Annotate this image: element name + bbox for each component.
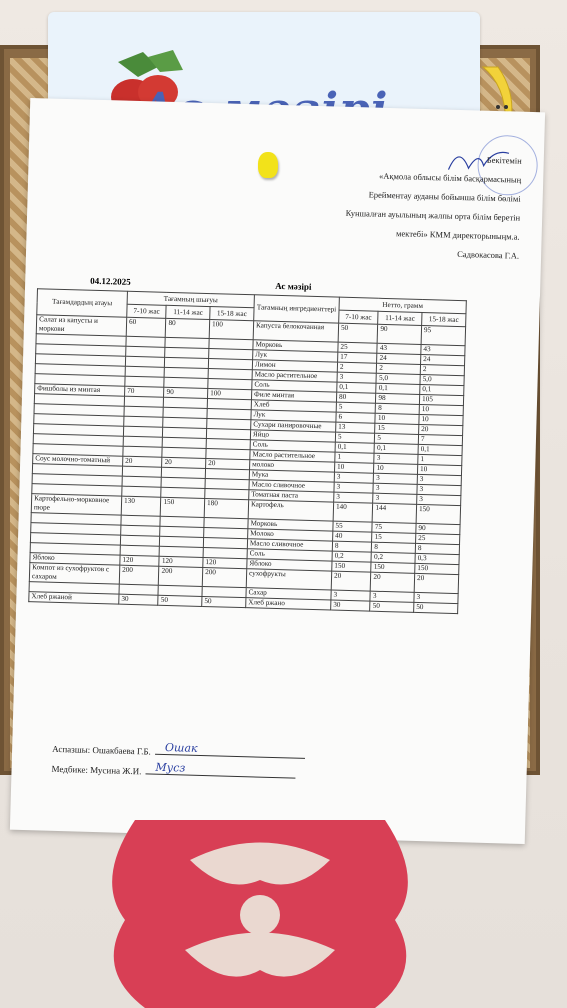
table-cell-n3: 5,0 bbox=[420, 374, 464, 385]
table-cell-n2: 8 bbox=[376, 403, 420, 414]
table-cell-ing: молоко bbox=[249, 460, 334, 472]
header-age: 11-14 жас bbox=[166, 305, 210, 319]
table-cell-n1: 30 bbox=[331, 600, 371, 611]
table-cell-n2: 90 bbox=[377, 324, 421, 344]
table-cell-ing: Масло растительное bbox=[252, 370, 337, 382]
table-cell-n2: 98 bbox=[376, 393, 420, 404]
table-cell-n2: 150 bbox=[371, 562, 415, 573]
table-cell-ing: Яйцо bbox=[250, 430, 335, 442]
table-cell-dish: Салат из капусты и моркови bbox=[36, 315, 126, 337]
table-cell-n3: 105 bbox=[419, 394, 463, 405]
table-cell-n1: 10 bbox=[334, 462, 374, 473]
kazakh-ornament-decoration bbox=[95, 820, 425, 1008]
document-date: 04.12.2025 bbox=[90, 275, 131, 287]
table-cell-n3: 3 bbox=[414, 592, 458, 603]
table-cell-y3: 100 bbox=[209, 320, 253, 340]
table-cell-n1: 25 bbox=[338, 342, 378, 353]
table-cell-ing: Масло растительное bbox=[250, 450, 335, 462]
table-cell-ing: Капуста белокочанная bbox=[253, 321, 338, 342]
approval-line: Куншалған ауылының жалпы орта білім беретін bbox=[345, 207, 521, 223]
table-cell-n1: 150 bbox=[332, 561, 372, 572]
document-title: Ас мәзірі bbox=[275, 280, 312, 292]
table-cell-n1: 50 bbox=[338, 323, 378, 343]
table-cell-n2: 2 bbox=[377, 363, 421, 374]
table-cell-ing: Молоко bbox=[248, 529, 333, 541]
table-cell-y3: 50 bbox=[202, 596, 246, 607]
table-cell-ing: Морковь bbox=[253, 340, 338, 352]
table-cell-n3: 20 bbox=[419, 424, 463, 435]
table-cell-n3: 3 bbox=[417, 474, 461, 485]
nurse-signature: Мусз bbox=[155, 760, 186, 775]
table-cell-n2: 3 bbox=[374, 473, 418, 484]
table-cell-n1: 40 bbox=[333, 531, 373, 542]
table-cell-y1: 130 bbox=[121, 496, 161, 516]
table-cell-n1: 1 bbox=[335, 452, 375, 463]
table-cell-n1: 6 bbox=[336, 412, 376, 423]
table-cell-n1: 8 bbox=[332, 541, 372, 552]
header-age: 11-14 жас bbox=[378, 311, 422, 325]
table-cell-n2: 3 bbox=[373, 483, 417, 494]
table-cell-n3: 7 bbox=[418, 434, 462, 445]
table-cell-n3: 43 bbox=[421, 344, 465, 355]
approval-line: «Ақмола облысы білім басқармасының bbox=[378, 170, 522, 185]
table-cell-ing: Томатная паста bbox=[249, 490, 334, 502]
table-cell-ing: Мука bbox=[249, 470, 334, 482]
table-cell-y2: 20 bbox=[162, 457, 206, 468]
table-cell-ing: Картофель bbox=[248, 500, 333, 521]
push-pin-icon bbox=[258, 152, 278, 178]
header-age: 15-18 жас bbox=[422, 312, 466, 326]
table-cell-ing: Соль bbox=[252, 380, 337, 392]
table-cell-n1: 80 bbox=[336, 392, 376, 403]
table-cell-y3: 200 bbox=[202, 567, 246, 587]
table-cell-n3: 25 bbox=[416, 533, 460, 544]
header-ingredients: Тағамның ингредиенттері bbox=[254, 295, 340, 323]
table-cell-ing: Соль bbox=[247, 549, 332, 561]
table-cell-ing: Хлеб ржано bbox=[246, 598, 331, 610]
table-cell-y2: 150 bbox=[161, 497, 205, 517]
table-cell-n2: 15 bbox=[372, 532, 416, 543]
table-cell-n1: 0,1 bbox=[337, 382, 377, 393]
table-cell-y1: 60 bbox=[126, 317, 166, 337]
table-cell-dish: Соус молочно-томатный bbox=[33, 454, 123, 467]
header-dish: Тағамдардың атауы bbox=[37, 289, 128, 318]
table-cell-n3: 150 bbox=[416, 504, 461, 524]
table-cell-ing: Филе минтая bbox=[251, 390, 336, 402]
table-cell-ing: Сахар bbox=[246, 588, 331, 600]
table-cell-n1: 17 bbox=[338, 352, 378, 363]
table-cell-n1: 20 bbox=[331, 571, 371, 591]
table-cell-ing: Масло сливочное bbox=[249, 480, 334, 492]
table-cell-n3: 0,1 bbox=[418, 444, 462, 455]
table-cell-n3: 0,1 bbox=[420, 384, 464, 395]
table-cell-n2: 8 bbox=[372, 542, 416, 553]
table-cell-n3: 150 bbox=[415, 563, 459, 574]
table-cell-n2: 3 bbox=[373, 493, 417, 504]
table-cell-n3: 90 bbox=[416, 523, 460, 534]
table-cell-ing: Соль bbox=[250, 440, 335, 452]
table-cell-n1: 3 bbox=[331, 590, 371, 601]
table-cell-n1: 13 bbox=[336, 422, 376, 433]
table-cell-y2: 50 bbox=[158, 595, 202, 606]
header-age: 7-10 жас bbox=[339, 310, 379, 324]
table-cell-n3: 10 bbox=[419, 414, 463, 425]
table-cell-dish: Хлеб ржаной bbox=[29, 592, 119, 605]
table-cell-ing: Лук bbox=[253, 350, 338, 362]
table-cell-ing: Масло сливочное bbox=[247, 539, 332, 551]
table-cell-n3: 50 bbox=[414, 602, 458, 613]
table-cell-y1: 30 bbox=[119, 594, 159, 605]
table-cell-n1: 0,2 bbox=[332, 551, 372, 562]
table-cell-n2: 0,1 bbox=[376, 383, 420, 394]
staff-block bbox=[51, 739, 305, 786]
table-cell-n3: 20 bbox=[414, 573, 459, 593]
table-cell-n1: 2 bbox=[337, 362, 377, 373]
table-cell-n1: 3 bbox=[337, 372, 377, 383]
table-cell-y2: 200 bbox=[159, 566, 203, 586]
table-cell-dish: Яблоко bbox=[30, 553, 120, 566]
table-cell-n1: 55 bbox=[333, 521, 373, 532]
approval-block bbox=[269, 145, 522, 266]
table-cell-n1: 140 bbox=[333, 502, 373, 522]
table-cell-y2: 120 bbox=[159, 556, 203, 567]
table-cell-n2: 0,2 bbox=[371, 552, 415, 563]
table-cell-n1: 5 bbox=[335, 432, 375, 443]
table-cell-n3: 2 bbox=[420, 364, 464, 375]
table-cell-y1: 20 bbox=[123, 456, 163, 467]
table-cell-ing: Хлеб bbox=[251, 400, 336, 412]
table-cell-n2: 5 bbox=[375, 433, 419, 444]
table-cell-y3: 120 bbox=[203, 557, 247, 568]
table-cell-n2: 0,1 bbox=[374, 443, 418, 454]
table-cell-y1: 120 bbox=[120, 555, 160, 566]
table-cell-n3: 24 bbox=[421, 354, 465, 365]
menu-sheet bbox=[10, 98, 545, 844]
header-age: 15-18 жас bbox=[210, 307, 254, 321]
table-cell-n3: 3 bbox=[417, 484, 461, 495]
menu-table bbox=[28, 288, 467, 614]
table-cell-n3: 8 bbox=[415, 543, 459, 554]
table-cell-dish: Компот из сухофруктов с сахаром bbox=[29, 563, 119, 585]
table-cell-n2: 3 bbox=[370, 591, 414, 602]
approval-line: мектебі» КММ директорыныңм.а. bbox=[395, 228, 520, 242]
header-netto: Нетто, грамм bbox=[339, 297, 466, 314]
table-cell-y3: 20 bbox=[206, 458, 250, 469]
table-cell-dish: Фишболы из минтая bbox=[35, 384, 125, 397]
header-yield: Тағамның шығуы bbox=[127, 291, 254, 308]
table-cell-y1: 70 bbox=[125, 386, 165, 397]
table-cell-n1: 5 bbox=[336, 402, 376, 413]
table-cell-n2: 20 bbox=[371, 572, 415, 592]
approval-line: Ерейментау ауданы бойынша білім бөлімі bbox=[368, 189, 521, 204]
table-cell-ing: Лимон bbox=[252, 360, 337, 372]
table-cell-n2: 50 bbox=[370, 601, 414, 612]
cook-label: Аспазшы: Ошакбаева Г.Б. bbox=[52, 743, 152, 757]
table-cell-n1: 0,1 bbox=[335, 442, 375, 453]
table-cell-n1: 3 bbox=[334, 472, 374, 483]
table-cell-n3: 1 bbox=[418, 454, 462, 465]
table-cell-n3: 10 bbox=[417, 464, 461, 475]
table-cell-n1: 3 bbox=[334, 492, 374, 503]
table-cell-n2: 43 bbox=[377, 343, 421, 354]
table-cell-ing: Яблоко bbox=[247, 559, 332, 571]
table-cell-n3: 95 bbox=[421, 325, 466, 345]
table-cell-n2: 10 bbox=[375, 413, 419, 424]
table-cell-n3: 0,3 bbox=[415, 553, 459, 564]
table-cell-y1: 200 bbox=[119, 565, 159, 585]
table-cell-n3: 10 bbox=[419, 404, 463, 415]
table-cell-n2: 15 bbox=[375, 423, 419, 434]
table-cell-n3: 3 bbox=[417, 494, 461, 505]
table-cell-n2: 75 bbox=[372, 522, 416, 533]
approval-line: Садвокасова Г.А. bbox=[457, 248, 520, 261]
table-cell-n2: 24 bbox=[377, 353, 421, 364]
table-cell-ing: сухофрукты bbox=[246, 569, 331, 590]
table-cell-n2: 5,0 bbox=[376, 373, 420, 384]
table-cell-dish: Картофельно-морковное пюре bbox=[31, 494, 121, 516]
table-cell-n2: 10 bbox=[374, 463, 418, 474]
nurse-label: Медбике: Мусина Ж.И. bbox=[51, 763, 142, 777]
table-cell-ing: Сухари панировочные bbox=[251, 420, 336, 432]
cook-signature: Ошак bbox=[164, 740, 198, 755]
table-cell-ing: Лук bbox=[251, 410, 336, 422]
table-cell-n2: 144 bbox=[372, 503, 416, 523]
table-cell-y2: 80 bbox=[166, 318, 210, 338]
header-age: 7-10 жас bbox=[127, 304, 167, 318]
table-cell-n2: 3 bbox=[374, 453, 418, 464]
table-cell-y3: 180 bbox=[204, 498, 248, 518]
table-cell-ing: Морковь bbox=[248, 519, 333, 531]
table-cell-y3: 100 bbox=[208, 389, 252, 400]
approval-line: Бекітемін bbox=[486, 154, 522, 166]
table-cell-n1: 3 bbox=[334, 482, 374, 493]
table-cell-y2: 90 bbox=[164, 387, 208, 398]
